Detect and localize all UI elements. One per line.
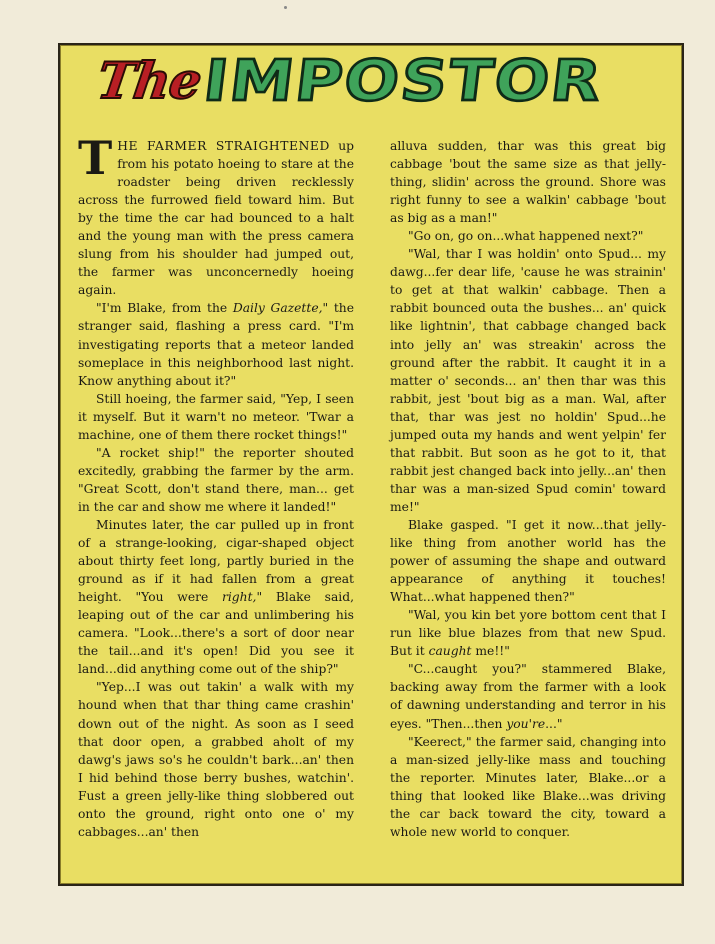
paragraph: "A rocket ship!" the reporter shouted excitedly, grabbing the farmer by the arm. "Great Scott, don't stand there, man... get in the car and show me where it landed!" xyxy=(78,445,354,514)
paragraph: "C...caught you?" stammered Blake, backing away from the farmer with a look of dawning understanding and terror in his eyes. "Then...then you're..." xyxy=(390,662,666,731)
title-the: The xyxy=(93,51,205,110)
paragraph: "Go on, go on...what happened next?" xyxy=(408,229,644,244)
paragraph: "Wal, thar I was holdin' onto Spud... my dawg...fer dear life, 'cause he was strainin' to get at that walkin' cabbage. Then a rabbit bounced outa the bushes... an' quick like lightnin', that cabbage changed back into jelly an' was streakin' across the ground after the rabbit. It caught it in a matter o' seconds... an' then thar was this rabbit, jest 'bout big as a man. Wal, after that, thar was jest no holdin' Spud...he jumped outa my hands and went yelpin' fer that rabbit. But soon as he got to it, that rabbit jest changed back into jelly...an' then thar was a man-sized Spud comin' toward me!" xyxy=(390,247,666,514)
paragraph: "Yep...I was out takin' a walk with my hound when that thar thing came crashin' down out of the night. As soon as I seed that door open, a grabbed aholt of my dawg's jaws so's he couldn't bark...an' then I hid behind those berry bushes, watchin'. Fust a green jelly-like thing slobbered out onto the ground, right onto one o' my cabbages...an' then xyxy=(78,680,354,839)
paragraph: Blake gasped. "I get it now...that jelly-like thing from another world has the power of assuming the shape and outward appearance of anything it touches! What...what happened then?" xyxy=(390,517,666,605)
paragraph: "Wal, you kin bet yore bottom cent that I run like blue blazes from that new Spud. But it caught me!!" xyxy=(390,608,666,659)
left-column xyxy=(78,131,355,841)
paragraph: Still hoeing, the farmer said, "Yep, I seen it myself. But it warn't no meteor. 'Twar a machine, one of them there rocket things!" xyxy=(78,391,354,442)
title-impostor: IMPOSTOR xyxy=(200,49,607,115)
story-panel xyxy=(58,43,684,886)
story-title xyxy=(60,45,682,131)
paragraph: "I'm Blake, from the Daily Gazette," the stranger said, flashing a press card. "I'm investigating reports that a meteor landed someplace in this neighborhood last night. Know anything about it?" xyxy=(78,301,354,388)
paragraph: alluva sudden, thar was this great big cabbage 'bout the same size as that jelly-thing, slidin' across the ground. Shore was right funny to see a walkin' cabbage 'bout as big as a man!" xyxy=(390,139,666,226)
right-column xyxy=(390,137,666,841)
paragraph: "Keerect," the farmer said, changing into a man-sized jelly-like mass and touching the reporter. Minutes later, Blake...or a thing that looked like Blake...was driving the car back toward the city, toward a whole new world to conquer. xyxy=(390,734,666,839)
paragraph: Minutes later, the car pulled up in front of a strange-looking, cigar-shaped object about thirty feet long, partly buried in the ground as if it had fallen from a great height. "You were right," Blake said, leaping out of the car and unlimbering his camera. "Look...there's a sort of door near the tail...and it's open! Did you see it land...did anything come out of the ship?" xyxy=(78,517,354,677)
drop-cap: T xyxy=(78,131,113,185)
page-speck xyxy=(284,6,287,9)
paragraph: THE FARMER STRAIGHTENED up from his potato hoeing to stare at the roadster being driven recklessly across the furrowed field toward him. But by the time the car had bounced to a halt and the young man with the press camera slung from his shoulder had jumped out, the farmer was unconcernedly hoeing again. xyxy=(78,131,355,298)
